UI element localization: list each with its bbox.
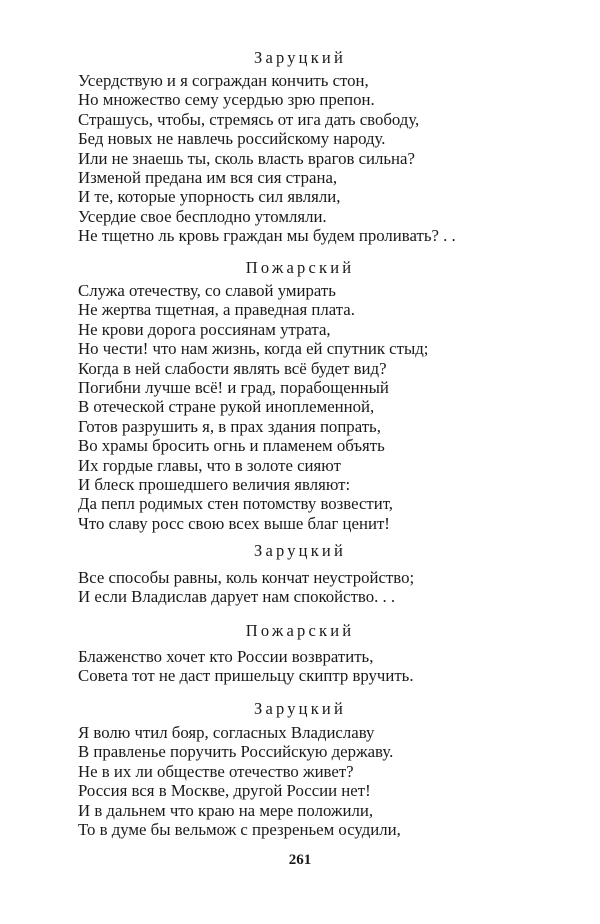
verse-line: Когда в ней слабости являть всё будет вид? [78,358,387,378]
speaker-heading: Пожарский [245,621,355,640]
verse-line: Все способы равны, коль кончат неустройство; [78,568,415,587]
verse-line: Но чести! что нам жизнь, когда ей спутник стыд; [78,339,429,359]
verse-line: Не в их ли обществе отечество живет? [78,761,354,781]
verse-line: Усердствую и я сограждан кончить стон, [78,71,369,90]
speaker-heading: Заруцкий [254,699,346,718]
speaker-heading: Пожарский [245,258,355,277]
verse-line: Не жертва тщетная, а праведная плата. [78,300,355,320]
verse-line: Изменой предана им вся сия страна, [78,167,338,187]
verse-line: Совета тот не даст пришельцу скиптр вручить. [78,666,414,686]
verse-line: Усердие свое бесплодно утомляли. [78,206,327,226]
verse-line: Служа отечеству, со славой умирать [78,281,336,300]
verse-line: И блеск прошедшего величия являют: [78,474,351,494]
verse-line: Что славу росс свою всех выше благ ценит! [78,513,390,533]
verse-line: И в дальнем что краю на мере положили, [78,800,374,820]
verse-line: Не крови дорога россиянам утрата, [78,319,331,339]
verse-line: Во храмы бросить огнь и пламенем объять [78,436,385,456]
speaker-heading: Заруцкий [254,48,346,67]
verse-line: В правленье поручить Российскую державу. [78,742,394,762]
verse-line: И те, которые упорность сил являли, [78,187,341,207]
verse-line: Но множество сему усердью зрю препон. [78,90,375,110]
verse-line: Я волю чтил бояр, согласных Владиславу [78,723,375,742]
verse-line: То в думе бы вельмож с презреньем осудили, [78,819,401,839]
verse-line: Бед новых не навлечь российскому народу. [78,129,386,149]
verse-line: Их гордые главы, что в золоте сияют [78,455,341,475]
verse-block [78,723,401,839]
verse-line: Погибни лучше всё! и град, порабощенный [78,377,389,397]
speaker-heading: Заруцкий [254,541,346,560]
verse-line: Готов разрушить я, в прах здания попрать, [78,416,381,436]
verse-line: В отеческой стране рукой иноплеменной, [78,397,375,417]
verse-line: Или не знаешь ты, сколь власть врагов сильна? [78,148,415,168]
verse-line: Блаженство хочет кто России возвратить, [78,647,374,666]
verse-line: Да пепл родимых стен потомству возвестит, [78,494,393,514]
verse-block [78,281,428,533]
verse-block [78,647,414,686]
verse-line: Не тщетно ль кровь граждан мы будем проливать? . . [78,226,456,246]
verse-line: И если Владислав дарует нам спокойство. . . [78,587,396,607]
verse-line: Россия вся в Москве, другой России нет! [78,781,371,801]
verse-line: Страшусь, чтобы, стремясь от ига дать свободу, [78,109,420,129]
page-number: 261 [288,852,312,868]
verse-block [78,71,456,246]
verse-block [78,568,414,607]
